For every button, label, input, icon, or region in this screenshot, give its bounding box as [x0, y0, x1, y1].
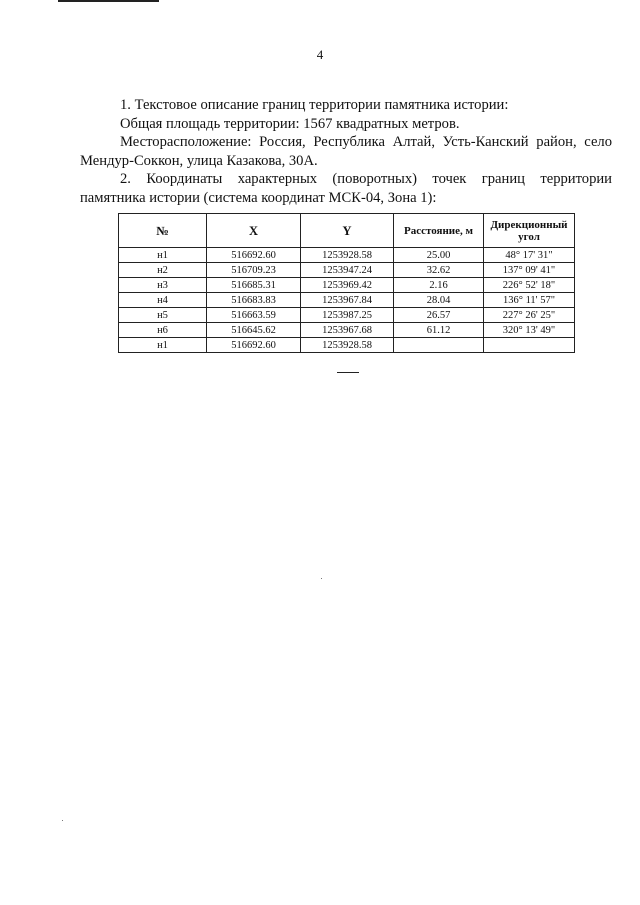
table-row — [119, 323, 575, 338]
cell-y: 1253967.68 — [301, 323, 394, 338]
table-row — [119, 248, 575, 263]
cell-number: н5 — [119, 308, 207, 323]
cell-x: 516683.83 — [207, 293, 301, 308]
header-angle: Дирекционный угол — [484, 214, 575, 248]
header-x: X — [207, 214, 301, 248]
paragraph-coordinates-line1: 2. Координаты характерных (поворотных) точек границ территории — [120, 171, 612, 187]
paragraph-location-line1: Месторасположение: Россия, Республика Алтай, Усть-Канский район, село — [120, 134, 612, 150]
table-row — [119, 293, 575, 308]
cell-angle: 136° 11' 57" — [484, 293, 575, 308]
header-distance: Расстояние, м — [394, 214, 484, 248]
cell-angle: 320° 13' 49" — [484, 323, 575, 338]
paragraph-coordinates-line2: памятника истории (система координат МСК-04, Зона 1): — [80, 189, 437, 206]
cell-distance: 61.12 — [394, 323, 484, 338]
cell-angle: 227° 26' 25" — [484, 308, 575, 323]
table-row — [119, 278, 575, 293]
scan-speck — [321, 578, 322, 579]
cell-y: 1253947.24 — [301, 263, 394, 278]
document-body — [80, 96, 612, 207]
cell-y: 1253928.58 — [301, 248, 394, 263]
cell-distance — [394, 338, 484, 353]
top-border-line — [58, 0, 159, 2]
cell-angle: 137° 09' 41" — [484, 263, 575, 278]
cell-distance: 32.62 — [394, 263, 484, 278]
end-of-document-line — [337, 372, 359, 373]
cell-distance: 2.16 — [394, 278, 484, 293]
paragraph-total-area: Общая площадь территории: 1567 квадратных метров. — [120, 115, 460, 132]
cell-x: 516685.31 — [207, 278, 301, 293]
table-row — [119, 338, 575, 353]
cell-angle: 48° 17' 31" — [484, 248, 575, 263]
page-number: 4 — [316, 47, 324, 62]
cell-number: н2 — [119, 263, 207, 278]
header-number: № — [119, 214, 207, 248]
cell-angle: 226° 52' 18" — [484, 278, 575, 293]
cell-x: 516709.23 — [207, 263, 301, 278]
cell-y: 1253967.84 — [301, 293, 394, 308]
cell-number: н4 — [119, 293, 207, 308]
scan-speck — [62, 820, 63, 821]
cell-distance: 25.00 — [394, 248, 484, 263]
cell-number: н1 — [119, 248, 207, 263]
cell-x: 516692.60 — [207, 248, 301, 263]
cell-distance: 26.57 — [394, 308, 484, 323]
paragraph-location-line2: Мендур-Соккон, улица Казакова, 30А. — [80, 152, 318, 169]
cell-x: 516645.62 — [207, 323, 301, 338]
cell-number: н3 — [119, 278, 207, 293]
cell-angle — [484, 338, 575, 353]
paragraph-section-title: 1. Текстовое описание границ территории памятника истории: — [120, 97, 509, 113]
header-y: Y — [301, 214, 394, 248]
cell-x: 516692.60 — [207, 338, 301, 353]
coordinates-table — [118, 213, 575, 353]
cell-distance: 28.04 — [394, 293, 484, 308]
cell-y: 1253928.58 — [301, 338, 394, 353]
cell-number: н1 — [119, 338, 207, 353]
cell-y: 1253987.25 — [301, 308, 394, 323]
cell-number: н6 — [119, 323, 207, 338]
cell-y: 1253969.42 — [301, 278, 394, 293]
table-row — [119, 263, 575, 278]
table-header-row — [119, 214, 575, 248]
cell-x: 516663.59 — [207, 308, 301, 323]
table-row — [119, 308, 575, 323]
